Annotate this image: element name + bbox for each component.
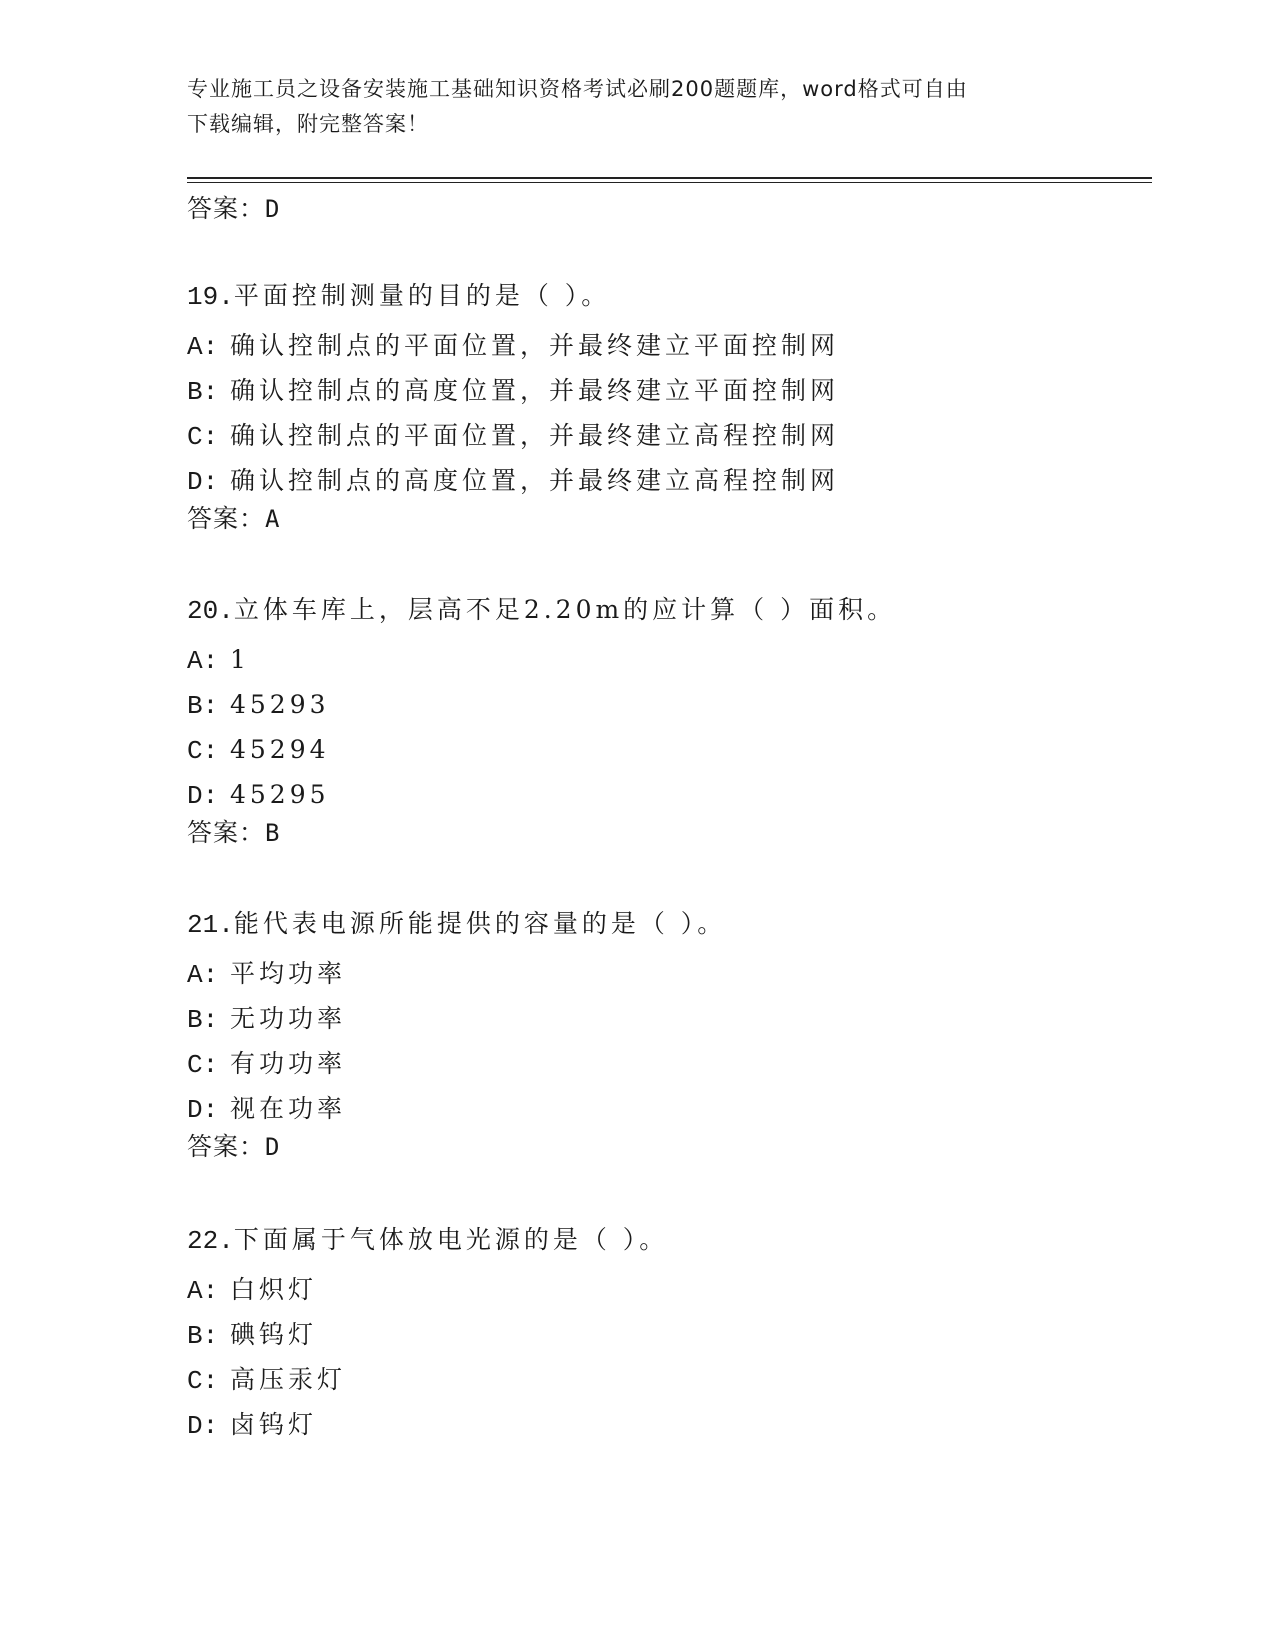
answer-label: 答案： — [187, 818, 266, 847]
option-a — [187, 637, 1147, 682]
option-letter: D: — [187, 1411, 219, 1441]
option-letter: C: — [187, 736, 219, 766]
option-letter: B: — [187, 1005, 219, 1035]
option-text: 1 — [230, 645, 250, 674]
option-d — [187, 458, 1147, 503]
option-b — [187, 368, 1147, 413]
option-c — [187, 413, 1147, 458]
question-answer — [187, 1131, 1147, 1163]
option-letter: A: — [187, 646, 219, 676]
question-number: 19. — [187, 282, 234, 312]
option-letter: C: — [187, 1366, 219, 1396]
answer-label: 答案： — [187, 504, 266, 533]
header-divider-thick — [187, 177, 1152, 179]
option-text: 45295 — [230, 780, 330, 809]
answer-value: B — [265, 819, 281, 847]
question-19 — [187, 280, 1147, 535]
option-a — [187, 951, 1147, 996]
option-b — [187, 996, 1147, 1041]
question-number: 20. — [187, 596, 234, 626]
option-a — [187, 1267, 1147, 1312]
answer-value: D — [265, 195, 281, 223]
option-letter: C: — [187, 422, 219, 452]
option-letter: A: — [187, 332, 219, 362]
answer-label: 答案： — [187, 1132, 266, 1161]
question-answer — [187, 503, 1147, 535]
option-text: 视在功率 — [230, 1094, 347, 1123]
header-line-1: 专业施工员之设备安装施工基础知识资格考试必刷200题题库，word格式可自由 — [187, 77, 968, 101]
question-text: 下面属于气体放电光源的是（ ）。 — [233, 1225, 669, 1254]
question-answer — [187, 817, 1147, 849]
option-d — [187, 1086, 1147, 1131]
option-text: 45294 — [230, 735, 330, 764]
question-text: 能代表电源所能提供的容量的是（ ）。 — [233, 909, 727, 938]
option-text: 无功功率 — [230, 1004, 347, 1033]
question-number: 22. — [187, 1226, 234, 1256]
option-letter: B: — [187, 691, 219, 721]
option-letter: B: — [187, 377, 219, 407]
option-text: 确认控制点的高度位置，并最终建立高程控制网 — [230, 466, 840, 495]
question-22 — [187, 1224, 1147, 1447]
option-d — [187, 772, 1147, 817]
option-text: 卤钨灯 — [230, 1410, 318, 1439]
previous-answer — [187, 193, 1147, 225]
question-stem — [187, 1224, 1147, 1256]
option-text: 有功功率 — [230, 1049, 347, 1078]
question-stem — [187, 280, 1147, 312]
option-letter: D: — [187, 781, 219, 811]
question-stem — [187, 594, 1147, 626]
option-letter: D: — [187, 1095, 219, 1125]
option-text: 碘钨灯 — [230, 1320, 318, 1349]
option-b — [187, 1312, 1147, 1357]
option-text: 高压汞灯 — [230, 1365, 347, 1394]
header-divider-thin — [187, 182, 1152, 183]
option-d — [187, 1402, 1147, 1447]
answer-label: 答案： — [187, 194, 266, 223]
option-text: 平均功率 — [230, 959, 347, 988]
option-letter: C: — [187, 1050, 219, 1080]
option-letter: B: — [187, 1321, 219, 1351]
option-letter: A: — [187, 1276, 219, 1306]
answer-value: A — [265, 505, 281, 533]
answer-value: D — [265, 1133, 281, 1161]
question-text: 平面控制测量的目的是（ ）。 — [233, 281, 611, 310]
option-c — [187, 727, 1147, 772]
question-20 — [187, 594, 1147, 849]
option-c — [187, 1357, 1147, 1402]
question-text: 立体车库上，层高不足2.20m的应计算（ ）面积。 — [233, 595, 897, 624]
option-b — [187, 682, 1147, 727]
option-letter: A: — [187, 960, 219, 990]
option-letter: D: — [187, 467, 219, 497]
header-line-2: 下载编辑，附完整答案！ — [187, 112, 429, 136]
question-number: 21. — [187, 910, 234, 940]
option-a — [187, 323, 1147, 368]
question-stem — [187, 908, 1147, 940]
document-header — [187, 72, 1087, 142]
option-text: 确认控制点的高度位置，并最终建立平面控制网 — [230, 376, 840, 405]
option-text: 白炽灯 — [230, 1275, 318, 1304]
option-c — [187, 1041, 1147, 1086]
option-text: 45293 — [230, 690, 330, 719]
option-text: 确认控制点的平面位置，并最终建立高程控制网 — [230, 421, 840, 450]
option-text: 确认控制点的平面位置，并最终建立平面控制网 — [230, 331, 840, 360]
question-21 — [187, 908, 1147, 1163]
